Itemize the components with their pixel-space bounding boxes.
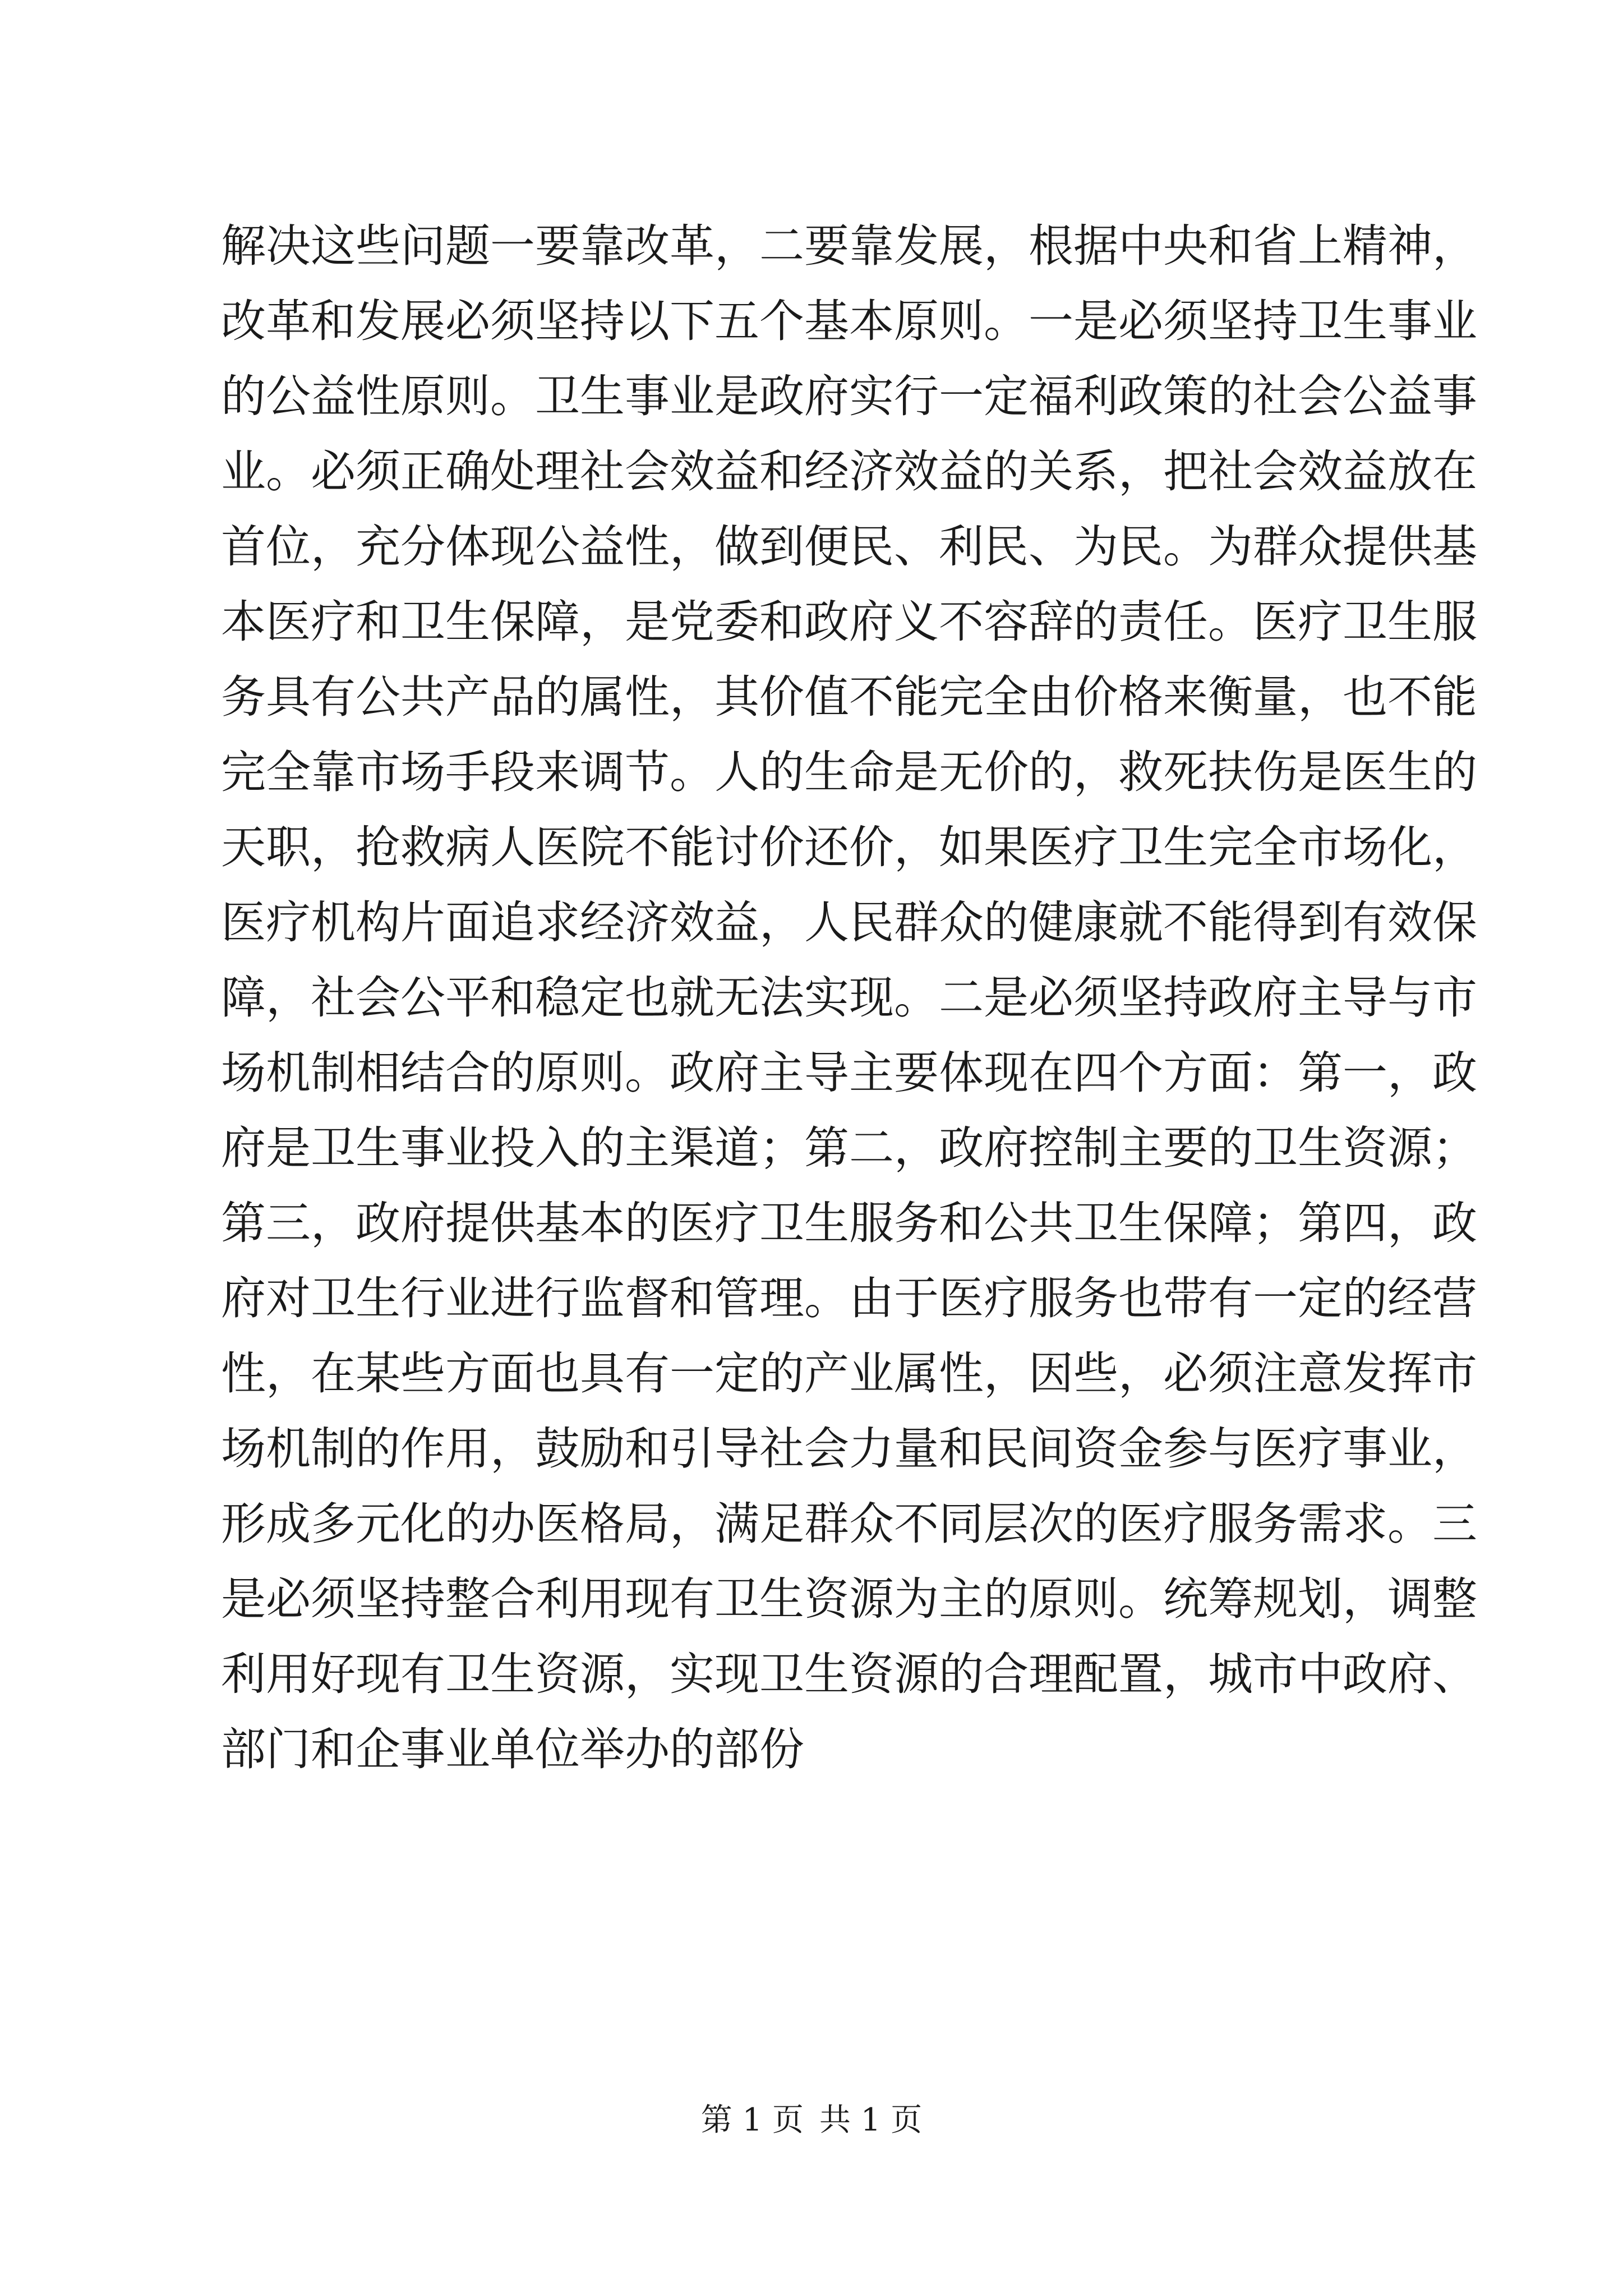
- page-total: 共 1 页: [819, 2102, 923, 2138]
- text-line: 利用好现有卫生资源，实现卫生资源的合理配置，城市中政府、: [221, 1648, 1477, 1700]
- text-line: 形成多元化的办医格局，满足群众不同层次的医疗服务需求。三: [221, 1498, 1477, 1550]
- text-line: 府对卫生行业进行监督和管理。由于医疗服务也带有一定的经营: [221, 1272, 1477, 1324]
- text-line: 完全靠市场手段来调节。人的生命是无价的，救死扶伤是医生的: [221, 746, 1477, 798]
- text-line: 部门和企事业单位举办的部份: [221, 1723, 804, 1775]
- text-line: 的公益性原则。卫生事业是政府实行一定福利政策的社会公益事: [221, 370, 1477, 422]
- text-line: 天职，抢救病人医院不能讨价还价，如果医疗卫生完全市场化，: [221, 821, 1477, 873]
- text-line: 本医疗和卫生保障，是党委和政府义不容辞的责任。医疗卫生服: [221, 596, 1477, 648]
- text-line: 业。必须正确处理社会效益和经济效益的关系，把社会效益放在: [221, 445, 1477, 498]
- text-line: 是必须坚持整合利用现有卫生资源为主的原则。统筹规划，调整: [221, 1573, 1477, 1625]
- text-line: 性，在某些方面也具有一定的产业属性，因些，必须注意发挥市: [221, 1347, 1477, 1400]
- page-footer: [0, 2098, 1623, 2143]
- text-line: 务具有公共产品的属性，其价值不能完全由价格来衡量，也不能: [221, 671, 1477, 723]
- text-line: 第三，政府提供基本的医疗卫生服务和公共卫生保障；第四，政: [221, 1197, 1477, 1249]
- text-line: 解决这些问题一要靠改革，二要靠发展，根据中央和省上精神，: [221, 220, 1477, 272]
- text-line: 场机制相结合的原则。政府主导主要体现在四个方面：第一，政: [221, 1047, 1477, 1099]
- body-paragraph: [221, 209, 1477, 1787]
- page-number: 第 1 页: [700, 2102, 804, 2138]
- text-line: 障，社会公平和稳定也就无法实现。二是必须坚持政府主导与市: [221, 972, 1477, 1024]
- text-line: 医疗机构片面追求经济效益，人民群众的健康就不能得到有效保: [221, 896, 1477, 949]
- text-line: 改革和发展必须坚持以下五个基本原则。一是必须坚持卫生事业: [221, 295, 1477, 347]
- text-line: 府是卫生事业投入的主渠道；第二，政府控制主要的卫生资源；: [221, 1122, 1477, 1174]
- text-line: 场机制的作用，鼓励和引导社会力量和民间资金参与医疗事业，: [221, 1423, 1477, 1475]
- text-line: 首位，充分体现公益性，做到便民、利民、为民。为群众提供基: [221, 521, 1477, 573]
